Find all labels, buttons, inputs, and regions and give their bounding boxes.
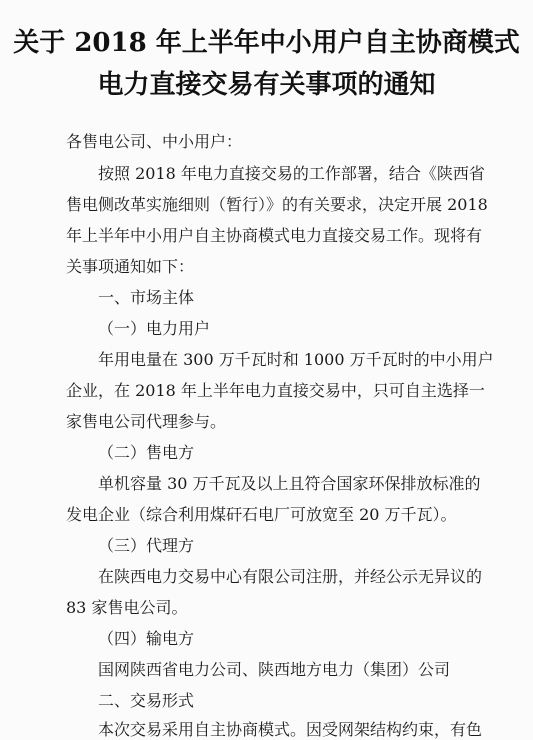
subsection-3-heading: （三）代理方 [98,536,195,555]
section-2-heading: 二、交易形式 [98,691,195,710]
subsection-4-heading: （四）输电方 [98,629,195,648]
subsection-4-line-1: 国网陕西省电力公司、陕西地方电力（集团）公司 [98,660,451,679]
section-2-line-1: 本次交易采用自主协商模式。因受网架结构约束，有色 [98,720,483,739]
document-title-line-2: 电力直接交易有关事项的通知 [97,70,436,100]
subsection-2-line-2: 发电企业（综合利用煤矸石电厂可放宽至 20 万千瓦）。 [66,505,457,524]
subsection-1-line-1: 年用电量在 300 万千瓦时和 1000 万千瓦时的中小用户 [98,350,494,369]
subsection-1-line-3: 家售电公司代理参与。 [66,412,227,431]
subsection-3-line-2: 83 家售电公司。 [66,598,188,617]
subsection-2-heading: （二）售电方 [98,443,195,462]
intro-line-3: 年上半年中小用户自主协商模式电力直接交易工作。现将有 [66,226,483,245]
intro-line-4: 关事项通知如下： [66,257,195,276]
subsection-1-heading: （一）电力用户 [98,319,211,338]
subsection-2-line-1: 单机容量 30 万千瓦及以上且符合国家环保排放标准的 [98,474,481,493]
salutation: 各售电公司、中小用户： [66,132,243,151]
intro-line-2: 售电侧改革实施细则（暂行）》的有关要求，决定开展 2018 [66,195,488,214]
document-title-line-1: 关于 2018 年上半年中小用户自主协商模式 [13,28,520,58]
subsection-3-line-1: 在陕西电力交易中心有限公司注册，并经公示无异议的 [98,567,483,586]
section-1-heading: 一、市场主体 [98,288,195,307]
subsection-1-line-2: 企业，在 2018 年上半年电力直接交易中，只可自主选择一 [66,381,485,400]
intro-line-1: 按照 2018 年电力直接交易的工作部署，结合《陕西省 [98,164,485,183]
